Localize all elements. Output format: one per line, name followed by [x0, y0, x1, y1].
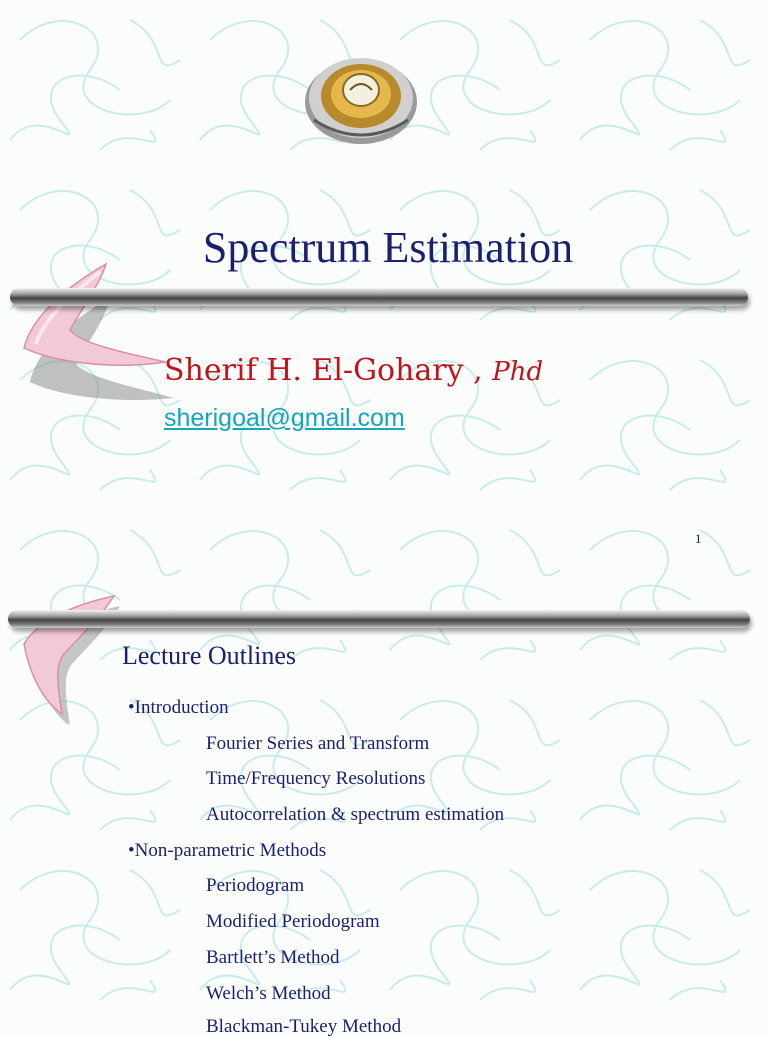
author-name-text: Sherif H. El-Gohary , — [164, 353, 483, 388]
outline-subitem: Fourier Series and Transform — [206, 733, 430, 754]
author-email-link[interactable]: sherigoal@gmail.com — [164, 404, 405, 432]
outline-slide — [0, 560, 768, 1037]
outline-subitem: Welch’s Method — [206, 983, 331, 1004]
divider-rod — [10, 288, 748, 306]
outline-subitem: Autocorrelation & spectrum estimation — [206, 804, 505, 825]
author-degree: Phd — [492, 357, 544, 387]
university-seal-logo — [300, 50, 422, 148]
outline-heading: Lecture Outlines — [122, 641, 296, 670]
outline-item: •Introduction — [128, 697, 229, 718]
outline-subitem: Bartlett’s Method — [206, 947, 340, 968]
outline-subitem: Periodogram — [206, 875, 305, 896]
author-name — [164, 353, 543, 388]
outline-item: •Non-parametric Methods — [128, 840, 327, 861]
boomerang-graphic — [14, 258, 184, 408]
outline-subitem: Modified Periodogram — [206, 911, 380, 932]
slide-title: Spectrum Estimation — [202, 223, 574, 272]
outline-subitem: Blackman-Tukey Method — [206, 1016, 402, 1037]
outline-list — [0, 560, 768, 1037]
page-number: 1 — [695, 531, 702, 546]
outline-subitem: Time/Frequency Resolutions — [206, 768, 426, 789]
